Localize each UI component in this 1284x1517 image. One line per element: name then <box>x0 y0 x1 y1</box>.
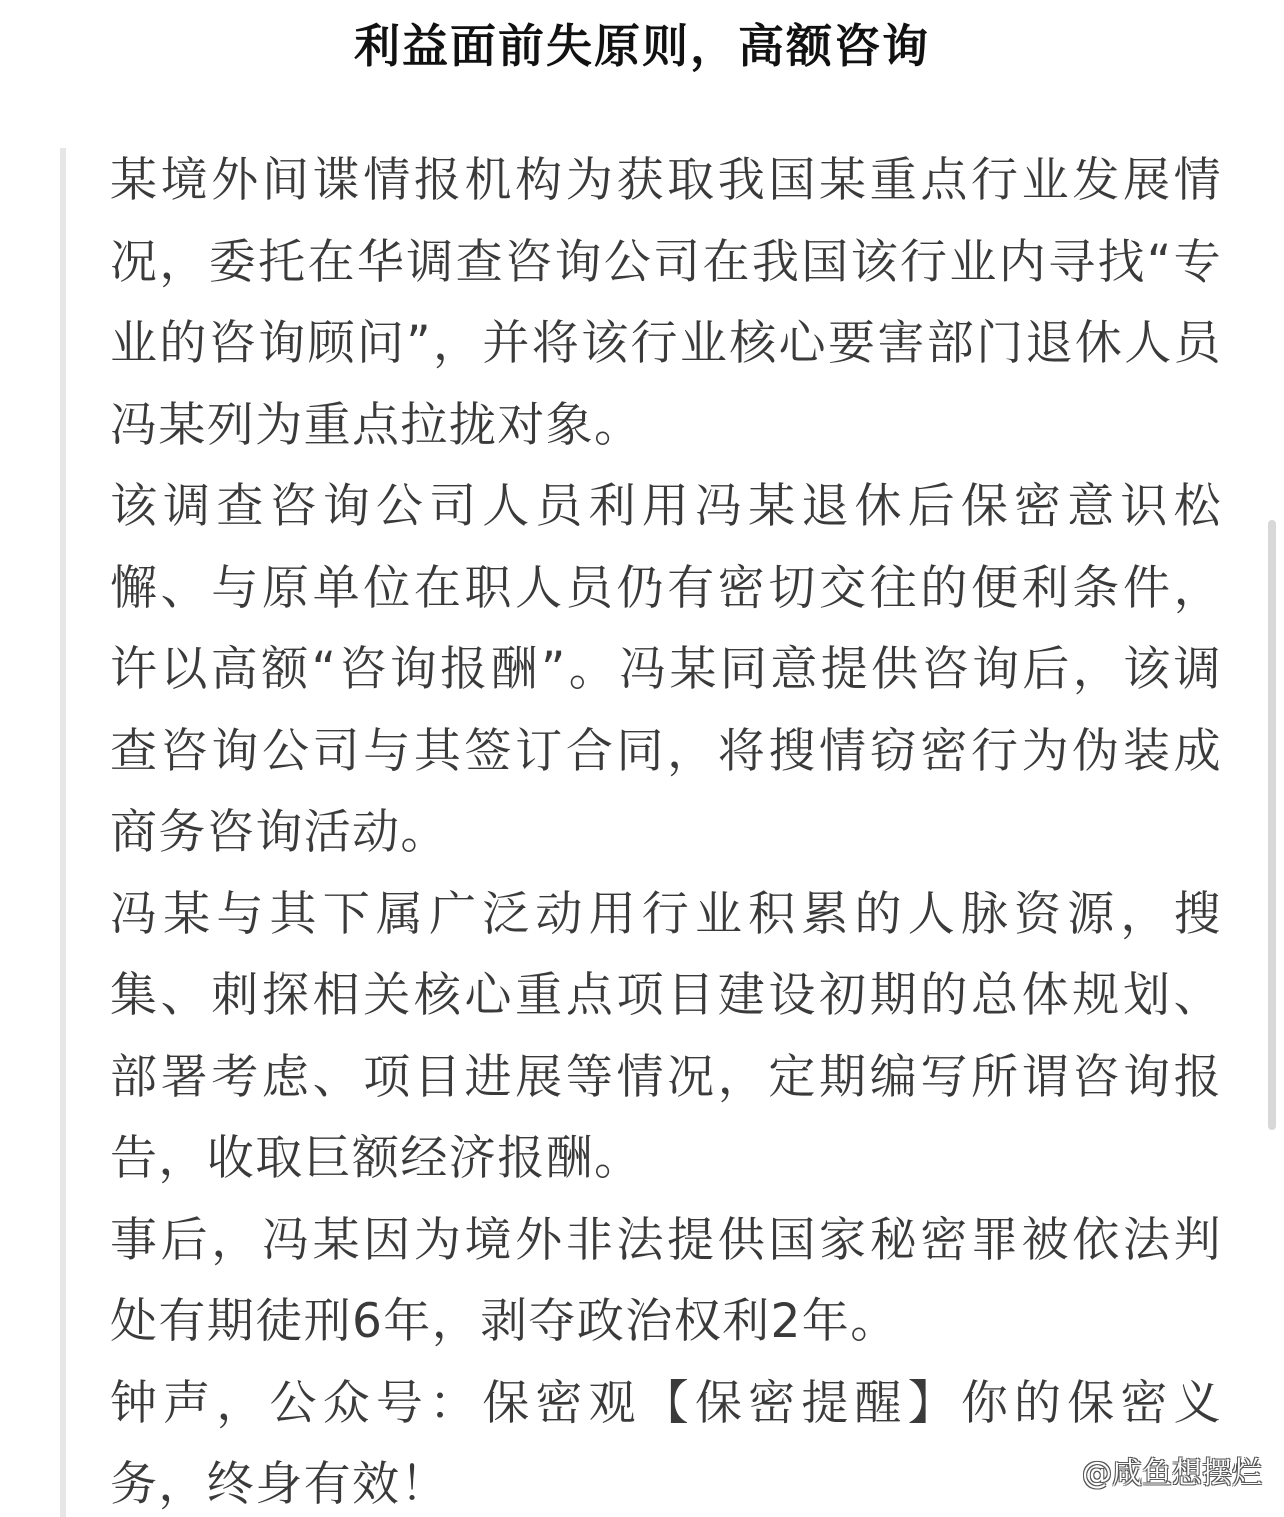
article-title: 利益面前失原则，高额咨询 <box>354 19 930 73</box>
watermark: @咸鱼想摆烂 <box>1082 1456 1262 1491</box>
paragraph-4: 事后，冯某因为境外非法提供国家秘密罪被依法判处有期徒刑6年，剥夺政治权利2年。 <box>110 1212 1222 1349</box>
blockquote-bar <box>60 148 66 1517</box>
paragraph-2: 该调查咨询公司人员利用冯某退休后保密意识松懈、与原单位在职人员仍有密切交往的便利条件，许以高额“咨询报酬”。冯某同意提供咨询后，该调查咨询公司与其签订合同，将搜情窃密行为伪装成商务咨询活动。 <box>110 479 1222 860</box>
scrollbar[interactable] <box>1268 520 1276 1130</box>
paragraph-3: 冯某与其下属广泛动用行业积累的人脉资源，搜集、刺探相关核心重点项目建设初期的总体规划、部署考虑、项目进展等情况，定期编写所谓咨询报告，收取巨额经济报酬。 <box>110 886 1222 1186</box>
paragraph-5-source: 钟声，公众号：保密观【保密提醒】你的保密义务，终身有效！ <box>110 1375 1222 1512</box>
paragraph-1: 某境外间谍情报机构为获取我国某重点行业发展情况，委托在华调查咨询公司在我国该行业内寻找“专业的咨询顾问”，并将该行业核心要害部门退休人员冯某列为重点拉拢对象。 <box>110 153 1222 453</box>
article-body <box>110 140 1222 1517</box>
